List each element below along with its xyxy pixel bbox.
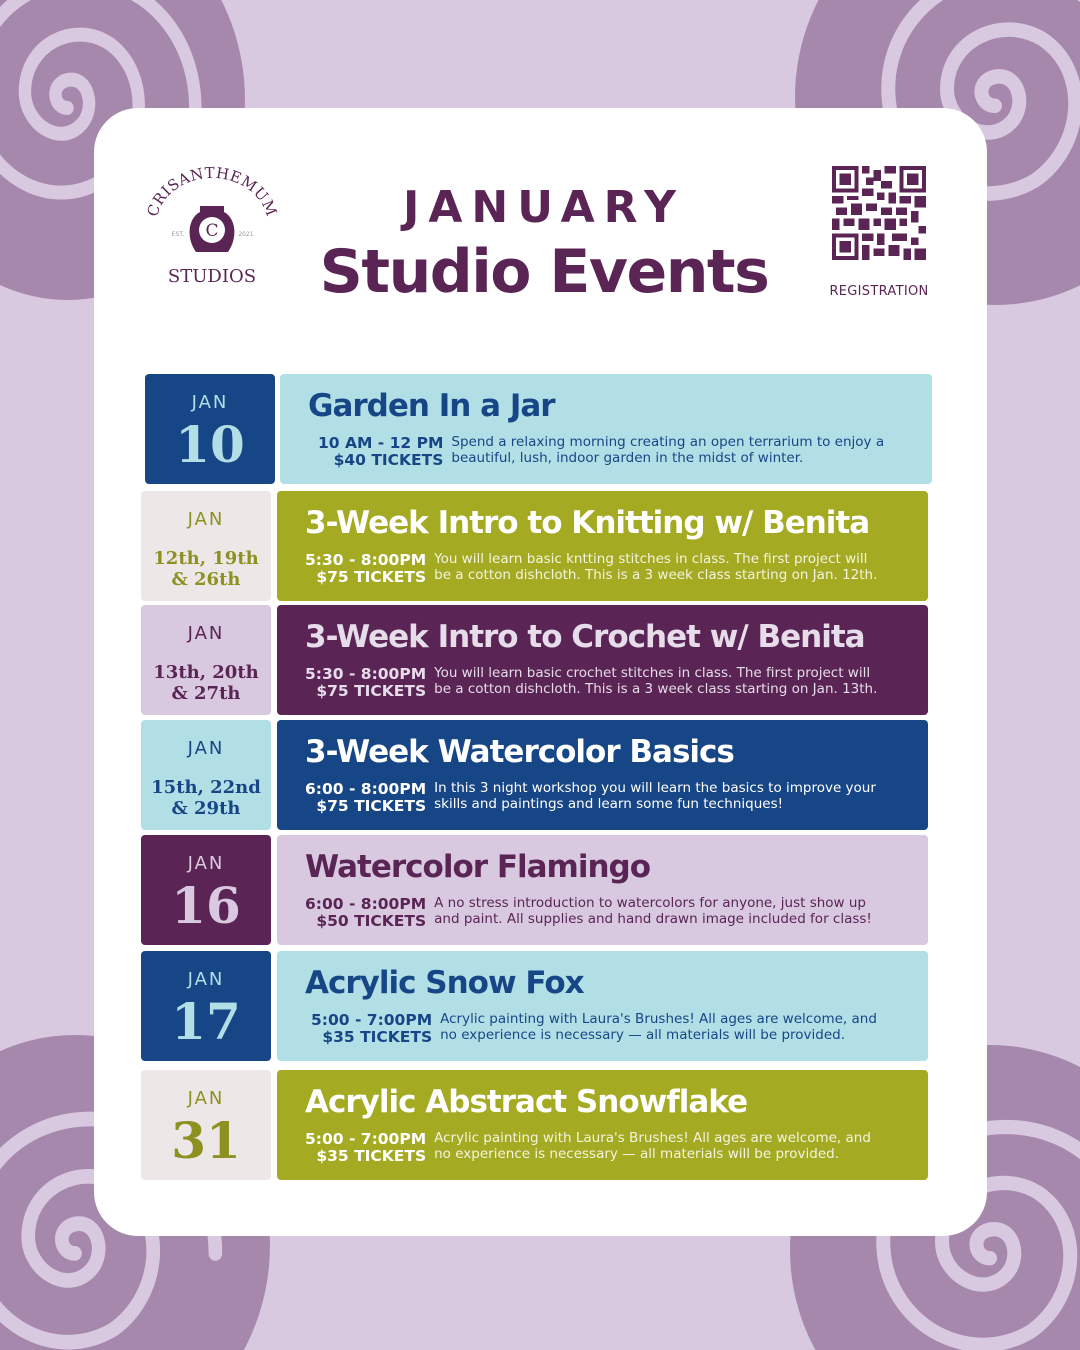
- event-info: [277, 720, 928, 830]
- event-time: 5:00 - 7:00PM: [305, 1130, 427, 1148]
- event-description: Acrylic painting with Laura's Brushes! All ages are welcome, and no experience is necessary — all materials will be provided.: [440, 1011, 877, 1043]
- event-time-price: [311, 1012, 432, 1045]
- event-info: [277, 491, 928, 601]
- event-row-acrylic-snow-fox[interactable]: [141, 951, 932, 1061]
- event-description: A no stress introduction to watercolors for anyone, just show up and paint. All supplies and hand drawn image included for class!: [434, 895, 872, 927]
- event-time-price: [305, 781, 426, 814]
- date-month: JAN: [187, 853, 225, 874]
- event-time-price: [305, 666, 426, 699]
- events-card: [94, 108, 987, 1236]
- date-month: JAN: [187, 738, 225, 759]
- event-time-price: [305, 1131, 426, 1164]
- event-time-price: [305, 552, 426, 585]
- date-day: 31: [171, 1111, 241, 1170]
- event-row-knitting[interactable]: [141, 491, 932, 601]
- event-description: In this 3 night workshop you will learn the basics to improve your skills and paintings and learn some fun techniques!: [434, 780, 876, 812]
- date-day: 17: [171, 992, 241, 1051]
- date-month: JAN: [187, 509, 225, 530]
- logo-est: EST.: [171, 231, 185, 238]
- event-info: [277, 835, 928, 945]
- event-row-garden-in-a-jar[interactable]: [145, 374, 936, 484]
- date-month: JAN: [187, 1088, 225, 1109]
- date-box: [141, 720, 271, 830]
- date-month: JAN: [187, 623, 225, 644]
- event-tickets: $50 TICKETS: [316, 911, 427, 930]
- event-title: 3-Week Intro to Knitting w/ Benita: [305, 505, 870, 541]
- event-time: 5:00 - 7:00PM: [311, 1011, 433, 1029]
- crisanthemum-studios-logo: [142, 164, 282, 294]
- date-days: 15th, 22nd & 29th: [151, 777, 261, 819]
- event-tickets: $35 TICKETS: [316, 1146, 427, 1165]
- date-box: [141, 605, 271, 715]
- event-title: 3-Week Intro to Crochet w/ Benita: [305, 619, 865, 655]
- event-title: 3-Week Watercolor Basics: [305, 734, 734, 770]
- event-info: [280, 374, 932, 484]
- qr-registration-label: REGISTRATION: [829, 284, 929, 299]
- registration-qr-code[interactable]: [832, 166, 926, 260]
- event-time-price: [305, 896, 426, 929]
- date-days: 12th, 19th & 26th: [153, 548, 259, 590]
- event-row-watercolor-flamingo[interactable]: [141, 835, 932, 945]
- event-time: 5:30 - 8:00PM: [305, 665, 427, 683]
- date-day: 16: [171, 876, 241, 935]
- event-time-price: [318, 435, 443, 468]
- event-description: Acrylic painting with Laura's Brushes! All ages are welcome, and no experience is necessary — all materials will be provided.: [434, 1130, 871, 1162]
- event-tickets: $75 TICKETS: [316, 681, 427, 700]
- event-row-watercolor-basics[interactable]: [141, 720, 932, 830]
- event-title: Acrylic Snow Fox: [305, 965, 584, 1001]
- event-title: Watercolor Flamingo: [305, 849, 651, 885]
- title-month: JANUARY: [402, 182, 685, 233]
- logo-letter: C: [205, 221, 219, 241]
- event-tickets: $75 TICKETS: [316, 567, 427, 586]
- event-row-crochet[interactable]: [141, 605, 932, 715]
- event-time: 5:30 - 8:00PM: [305, 551, 427, 569]
- date-month: JAN: [191, 392, 229, 413]
- event-tickets: $40 TICKETS: [333, 450, 444, 469]
- event-title: Acrylic Abstract Snowflake: [305, 1084, 748, 1120]
- event-time: 10 AM - 12 PM: [318, 434, 444, 452]
- event-description: Spend a relaxing morning creating an open terrarium to enjoy a beautiful, lush, indoor garden in the midst of winter.: [451, 434, 885, 466]
- event-title: Garden In a Jar: [308, 388, 555, 424]
- date-box: [141, 1070, 271, 1180]
- event-row-acrylic-abstract-snowflake[interactable]: [141, 1070, 932, 1180]
- event-time: 6:00 - 8:00PM: [305, 895, 427, 913]
- title-main: Studio Events: [319, 237, 769, 307]
- date-box: [141, 835, 271, 945]
- event-info: [277, 951, 928, 1061]
- logo-studios-text: STUDIOS: [167, 266, 257, 287]
- event-tickets: $35 TICKETS: [322, 1027, 433, 1046]
- date-box: [145, 374, 275, 484]
- logo-arc-text: CRISANTHEMUM: [143, 164, 281, 219]
- date-box: [141, 491, 271, 601]
- event-time: 6:00 - 8:00PM: [305, 780, 427, 798]
- qr-code-icon: [832, 166, 926, 260]
- event-info: [277, 1070, 928, 1180]
- event-tickets: $75 TICKETS: [316, 796, 427, 815]
- event-info: [277, 605, 928, 715]
- date-days: 13th, 20th & 27th: [153, 662, 259, 704]
- logo-year: 2021: [238, 231, 254, 238]
- page-title: [304, 180, 784, 308]
- event-description: You will learn basic kntting stitches in class. The first project will be a cotton dishcloth. This is a 3 week class starting on Jan. 12th.: [434, 551, 878, 583]
- event-description: You will learn basic crochet stitches in class. The first project will be a cotton dishcloth. This is a 3 week class starting on Jan. 13th.: [434, 665, 878, 697]
- date-day: 10: [175, 415, 245, 474]
- date-box: [141, 951, 271, 1061]
- date-month: JAN: [187, 969, 225, 990]
